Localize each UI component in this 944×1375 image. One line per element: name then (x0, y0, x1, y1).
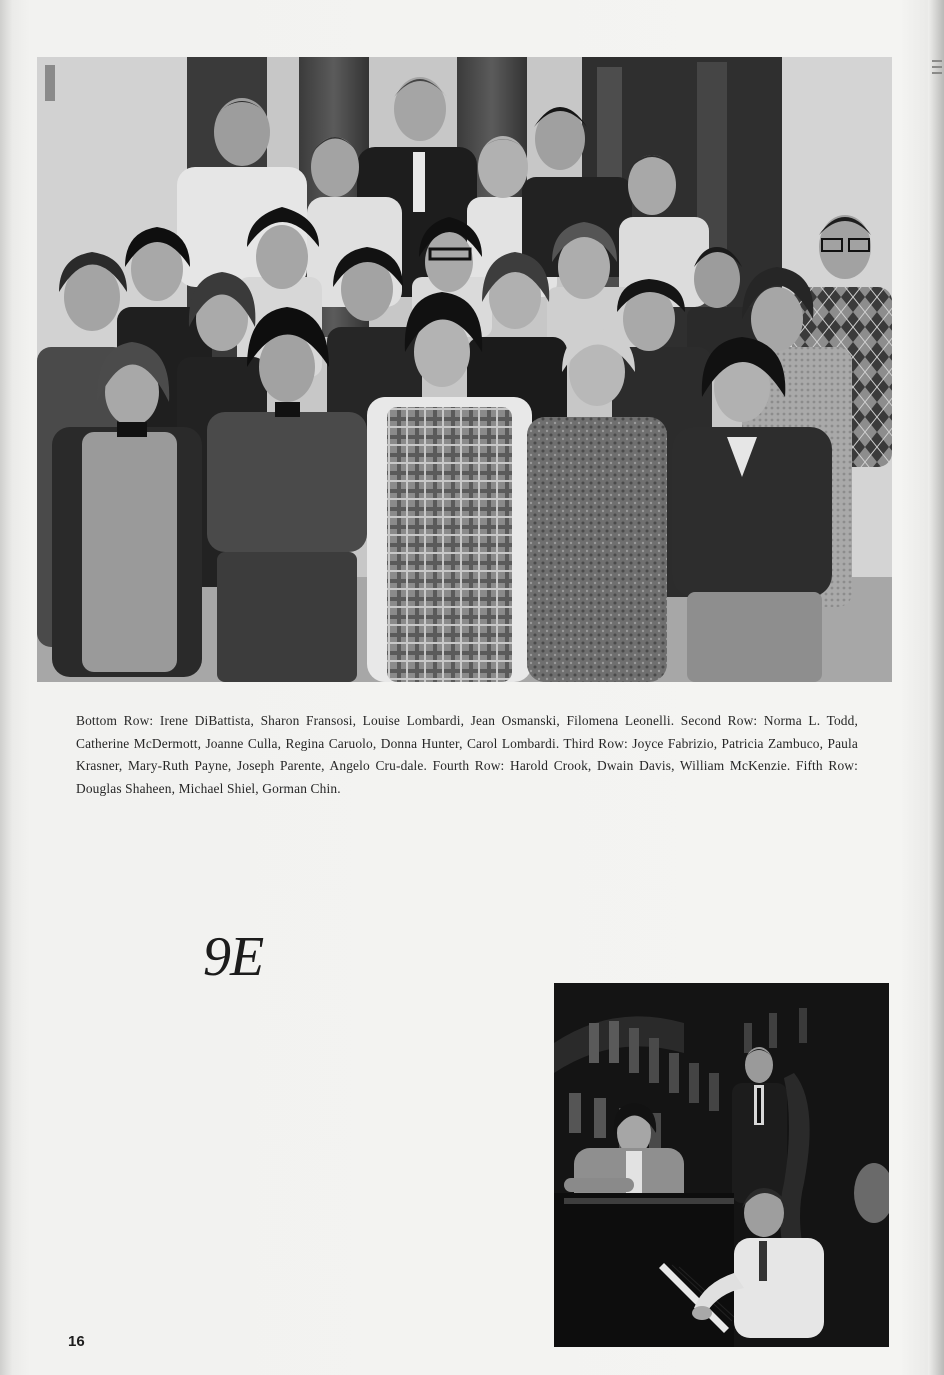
class-title: 9E (203, 926, 264, 988)
page-edge-mark (932, 72, 942, 74)
class-group-photo-drawing (37, 57, 892, 682)
candid-music-photo-drawing (554, 983, 889, 1347)
page-number: 16 (68, 1333, 85, 1350)
photo-caption: Bottom Row: Irene DiBattista, Sharon Fransosi, Louise Lombardi, Jean Osmanski, Filomena Leonelli. Second Row: Norma L. Todd, Catherine McDermott, Joanne Culla, Regina Caruolo, Donna Hunter, Carol Lombardi. Third Row: Joyce Fabrizio, Patricia Zambuco, Paula Krasner, Mary-Ruth Payne, Joseph Parente, Angelo Cru-dale. Fourth Row: Harold Crook, Dwain Davis, William McKenzie. Fifth Row: Douglas Shaheen, Michael Shiel, Gorman Chin. (76, 713, 858, 796)
piano (554, 1193, 734, 1347)
class-group-photo (37, 57, 892, 682)
page-edge-mark (932, 66, 942, 68)
candid-music-photo (554, 983, 889, 1347)
page-right-edge (928, 0, 944, 1375)
page-binding-edge (0, 0, 12, 1375)
page-edge-mark (932, 60, 942, 62)
